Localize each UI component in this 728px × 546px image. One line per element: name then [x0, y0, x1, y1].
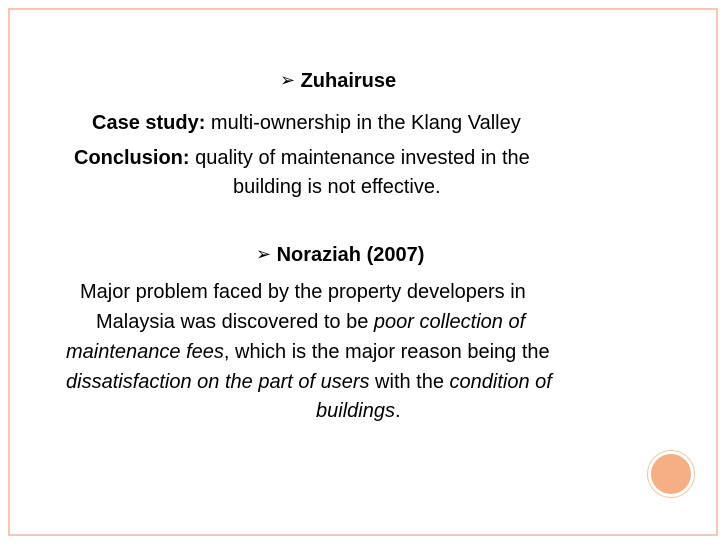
- paragraph-text: , which is the major reason being the: [223, 341, 550, 363]
- conclusion-line: [74, 147, 530, 170]
- paragraph-text: with the: [369, 371, 450, 393]
- paragraph-emphasis: buildings: [316, 400, 395, 422]
- heading-text: Zuhairuse: [300, 70, 397, 92]
- arrow-bullet-icon: ➢: [280, 70, 296, 90]
- decorative-circle: [648, 451, 694, 497]
- heading-text: Noraziah (2007): [276, 244, 425, 266]
- conclusion-text-2: building is not effective.: [233, 176, 441, 198]
- bullet-heading-noraziah: [256, 244, 424, 267]
- paragraph-text: Malaysia was discovered to be: [96, 311, 374, 333]
- paragraph-emphasis: condition of: [449, 371, 552, 393]
- case-study-text: multi-ownership in the Klang Valley: [205, 112, 521, 134]
- paragraph-text: Major problem faced by the property developers in: [80, 281, 526, 303]
- paragraph-line-1: [80, 281, 526, 304]
- conclusion-text: quality of maintenance invested in the: [189, 147, 530, 169]
- paragraph-line-3: [66, 341, 550, 364]
- paragraph-line-5: [316, 400, 401, 423]
- paragraph-text: .: [394, 400, 401, 422]
- paragraph-emphasis: poor collection of: [373, 311, 526, 333]
- paragraph-line-2: [96, 311, 525, 334]
- bullet-heading-zuhairuse: [280, 70, 396, 93]
- paragraph-line-4: [66, 371, 552, 394]
- paragraph-emphasis: maintenance fees: [66, 341, 224, 363]
- conclusion-label: Conclusion:: [74, 147, 190, 169]
- case-study-line: [92, 112, 521, 135]
- conclusion-line-2: [233, 176, 441, 199]
- case-study-label: Case study:: [92, 112, 206, 134]
- arrow-bullet-icon: ➢: [256, 244, 272, 264]
- paragraph-emphasis: dissatisfaction on the part of users: [66, 371, 370, 393]
